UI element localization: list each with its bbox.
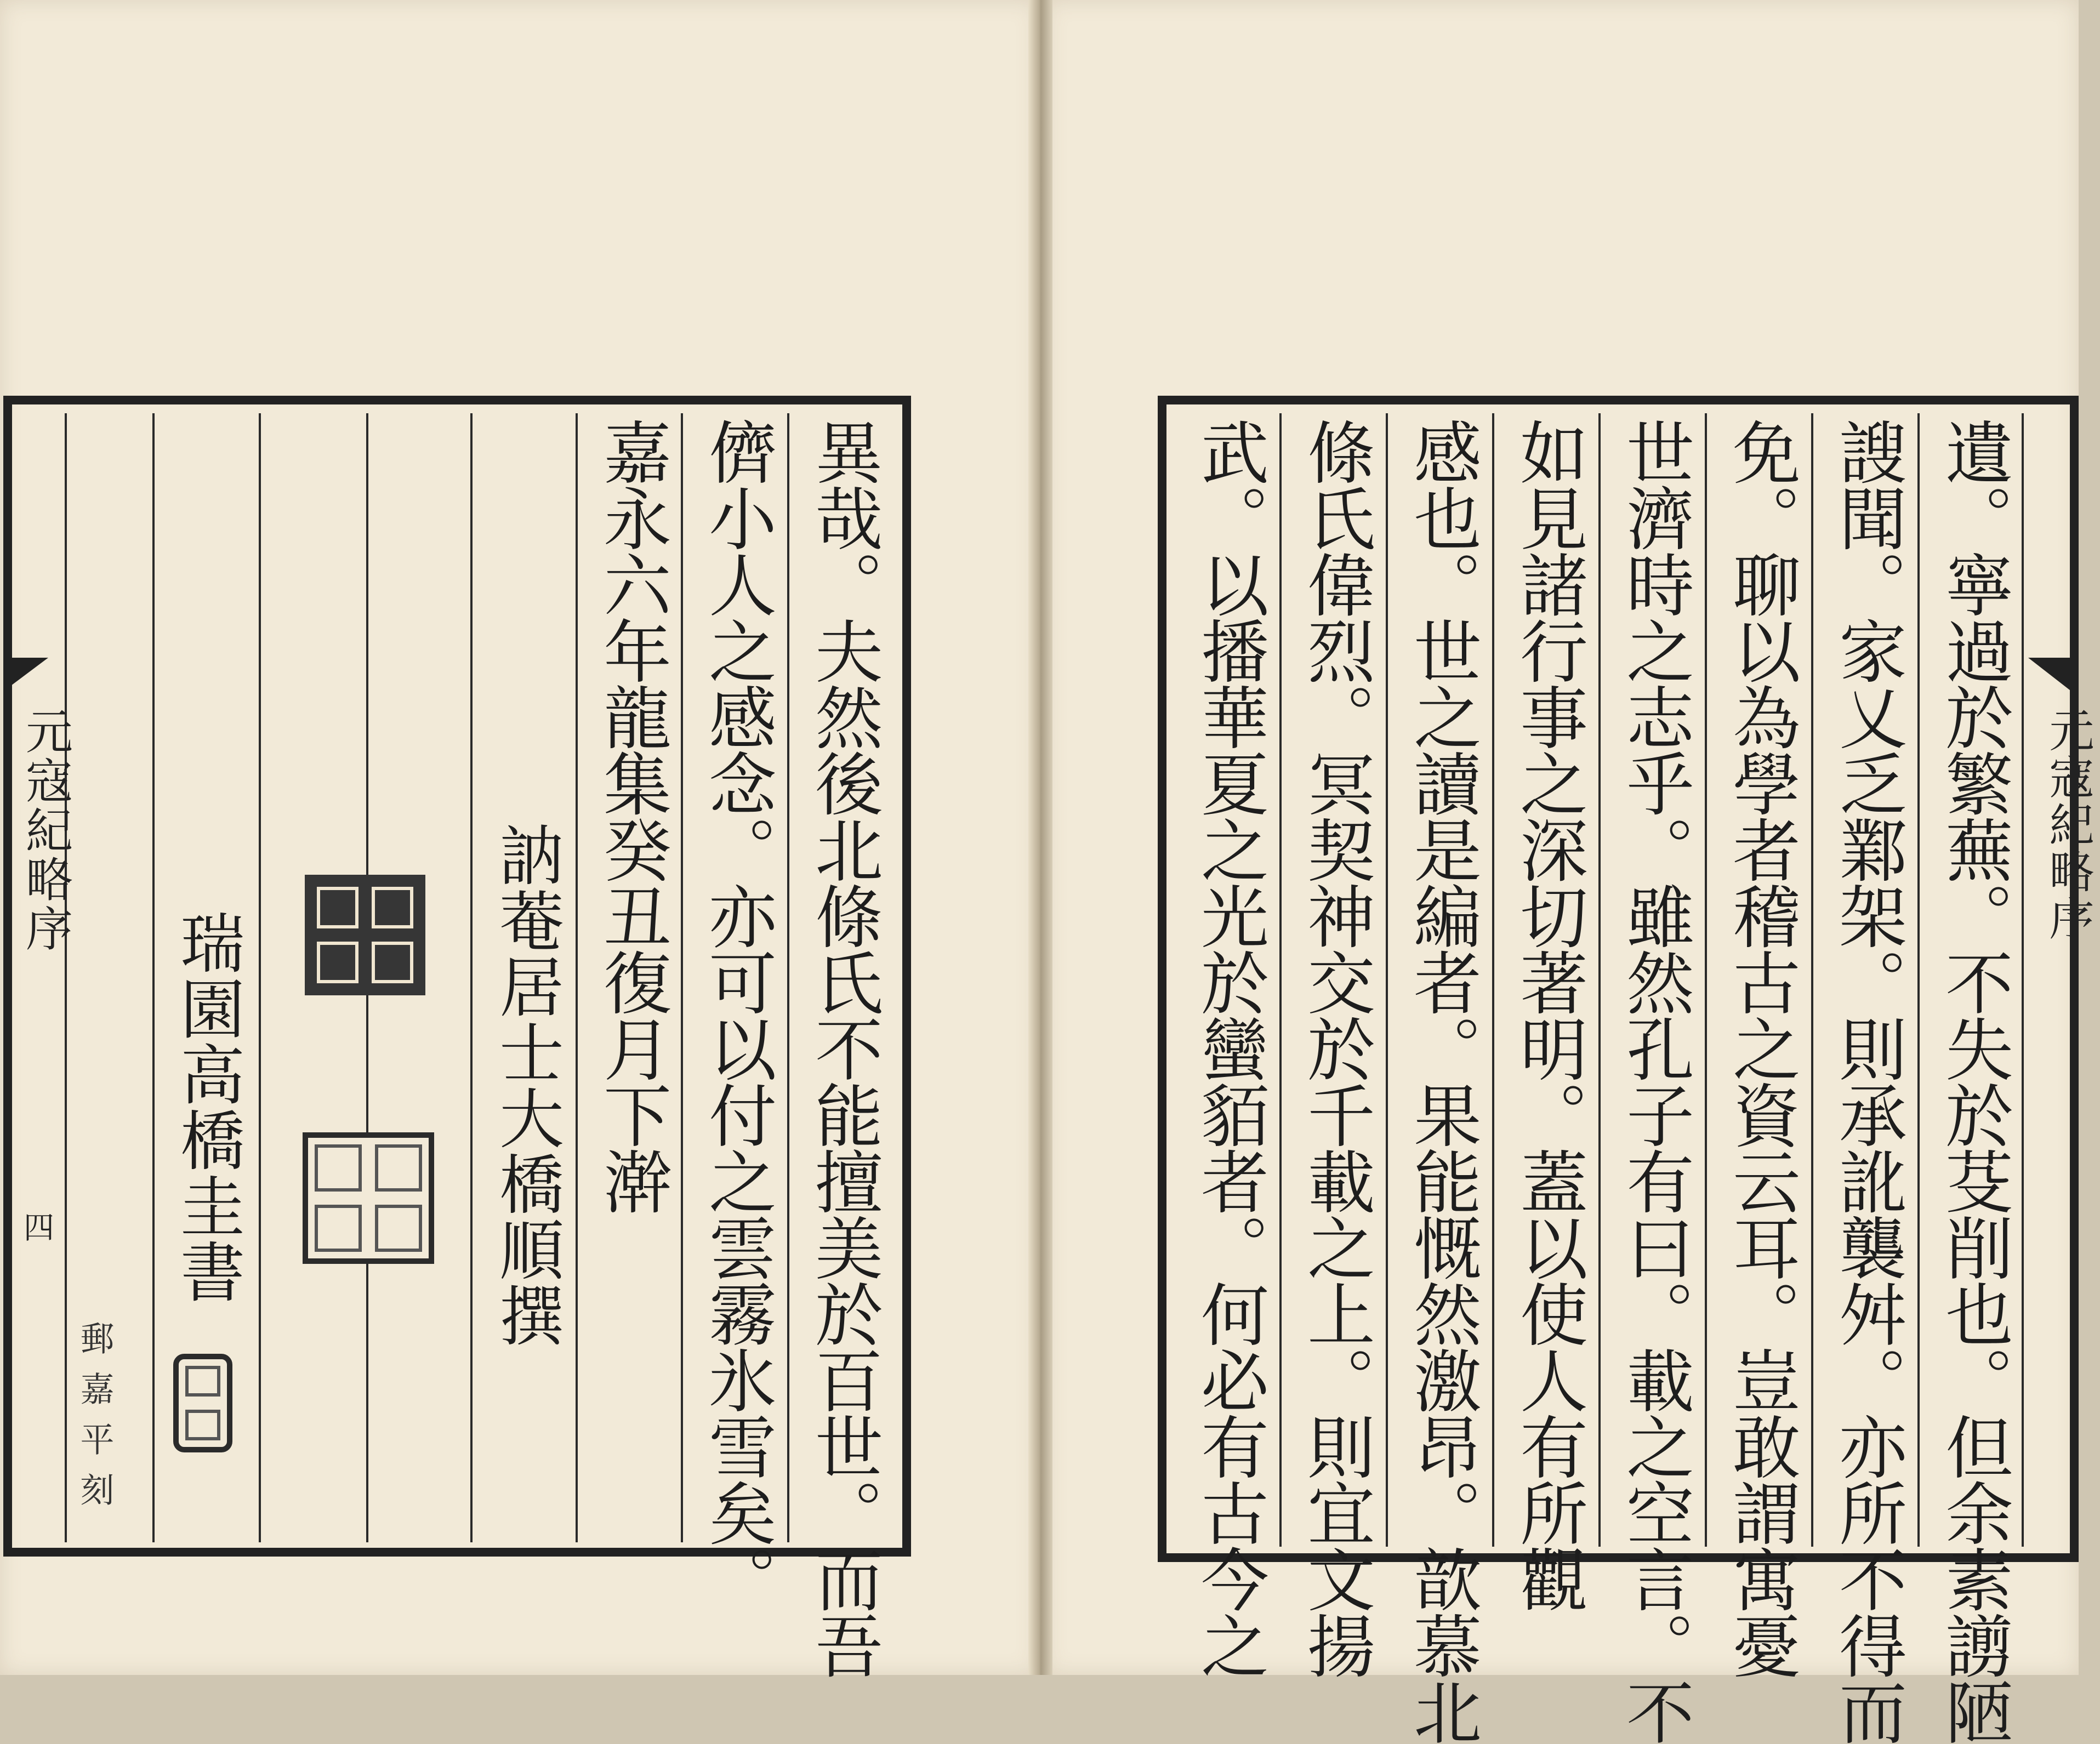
text-column-7: 條氏偉烈。冥契神交於千載之上。則宜文揚 bbox=[1296, 418, 1375, 1678]
column-rule bbox=[65, 413, 67, 1542]
column-rule bbox=[1917, 413, 1920, 1547]
text-column-3: 免。聊以為學者稽古之資云耳。豈敢謂寓憂 bbox=[1721, 418, 1800, 1678]
column-rule bbox=[576, 413, 578, 1542]
text-column-4: 世濟時之志乎。雖然孔子有曰。載之空言。不 bbox=[1615, 418, 1694, 1744]
text-column-2: 儕小人之感念。亦可以付之雲霧氷雪矣。 bbox=[697, 418, 776, 1611]
text-column-2: 謏聞。家乂乏鄴架。則承訛襲舛。亦所不得而 bbox=[1828, 418, 1906, 1744]
author-signature: 訥菴居士大橋順撰 bbox=[488, 822, 564, 1348]
column-rule bbox=[787, 413, 789, 1542]
text-column-1: 遺。寧過於繁蕪。不失於芟削也。但余素謭陋 bbox=[1934, 418, 2013, 1744]
column-rule bbox=[1811, 413, 1813, 1547]
seal-totsuan-koji bbox=[303, 1132, 434, 1264]
calligrapher-signature: 瑞園高橋圭書 bbox=[169, 910, 245, 1304]
book-gutter bbox=[1028, 0, 1052, 1675]
column-rule bbox=[1492, 413, 1494, 1547]
column-rule bbox=[470, 413, 473, 1542]
text-column-5: 如見諸行事之深切著明。蓋以使人有所觀 bbox=[1509, 418, 1587, 1611]
hanxin-title: 元寇紀略序 bbox=[2042, 707, 2094, 943]
hanxin-title: 元寇紀略序 bbox=[18, 707, 72, 954]
page-number: 四 bbox=[19, 1211, 54, 1242]
fishtail-mark bbox=[2028, 658, 2078, 696]
column-rule bbox=[1598, 413, 1601, 1547]
column-rule bbox=[2022, 413, 2024, 1547]
column-rule bbox=[1705, 413, 1707, 1547]
fishtail-mark bbox=[4, 658, 48, 691]
text-column-1: 異哉。夫然後北條氏不能擅美於百世。而吾 bbox=[804, 418, 883, 1678]
seal-zuien bbox=[173, 1354, 232, 1452]
carver-credit: 郵嘉平刻 bbox=[75, 1321, 115, 1523]
text-column-8: 武。以播華夏之光於蠻貊者。何必有古今之 bbox=[1190, 418, 1268, 1678]
column-rule bbox=[1279, 413, 1282, 1547]
column-rule bbox=[681, 413, 683, 1542]
column-rule bbox=[152, 413, 155, 1542]
text-column-6: 感也。世之讀是編者。果能慨然激昂。歆慕北 bbox=[1402, 418, 1481, 1744]
column-rule bbox=[1386, 413, 1388, 1547]
text-column-3: 嘉永六年龍集癸丑復月下澣 bbox=[592, 418, 671, 1213]
column-rule bbox=[259, 413, 261, 1542]
seal-ohashi-jun bbox=[305, 875, 425, 995]
